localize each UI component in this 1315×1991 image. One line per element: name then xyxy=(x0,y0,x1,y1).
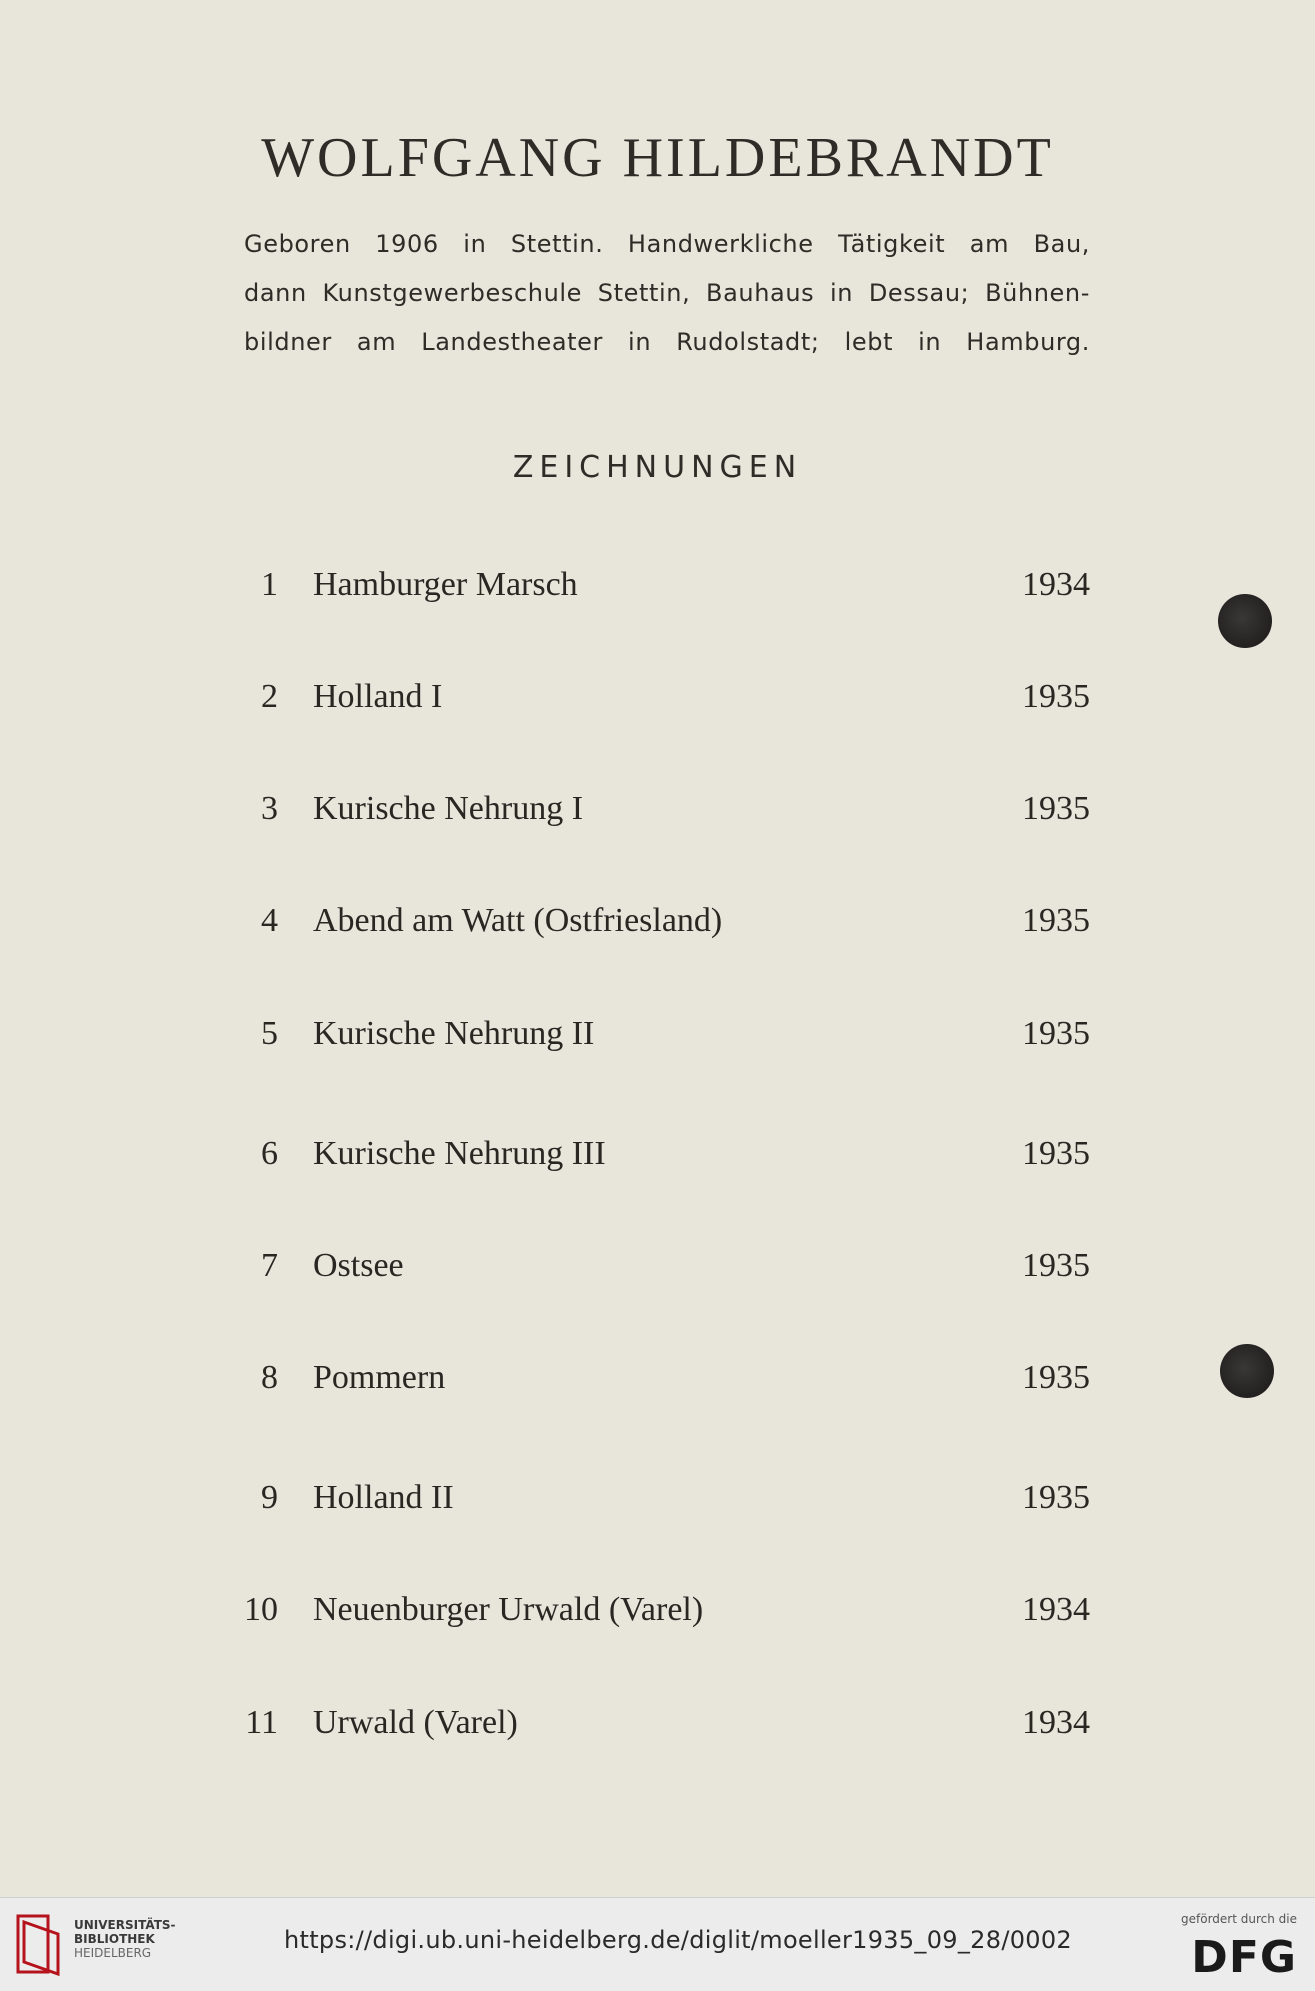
work-number: 2 xyxy=(261,678,278,715)
work-number: 4 xyxy=(261,902,278,939)
work-year: 1935 xyxy=(1022,1359,1090,1396)
work-row xyxy=(236,566,1090,616)
bio-line: bildner am Landestheater in Rudolstadt; lebt in Hamburg. xyxy=(244,328,1090,356)
work-title: Abend am Watt (Ostfriesland) xyxy=(313,902,723,939)
work-year: 1935 xyxy=(1022,1135,1090,1172)
library-name-line: BIBLIOTHEK xyxy=(74,1932,155,1946)
work-title: Holland II xyxy=(313,1479,454,1516)
work-title: Kurische Nehrung I xyxy=(313,790,584,827)
library-name-line: HEIDELBERG xyxy=(74,1946,152,1960)
work-year: 1934 xyxy=(1022,566,1090,603)
work-number: 3 xyxy=(261,790,278,827)
work-number: 11 xyxy=(245,1704,278,1741)
viewer-footer xyxy=(0,1897,1315,1991)
work-number: 6 xyxy=(261,1135,278,1172)
work-row xyxy=(236,1015,1090,1065)
work-row xyxy=(236,678,1090,728)
dfg-logo-icon[interactable]: DFG xyxy=(1191,1932,1297,1983)
work-row xyxy=(236,1479,1090,1529)
work-title: Pommern xyxy=(313,1359,446,1396)
punch-hole-icon xyxy=(1220,1344,1274,1398)
work-title: Urwald (Varel) xyxy=(313,1704,518,1741)
work-year: 1935 xyxy=(1022,1247,1090,1284)
work-row xyxy=(236,790,1090,840)
work-year: 1935 xyxy=(1022,1015,1090,1052)
work-title: Kurische Nehrung II xyxy=(313,1015,595,1052)
work-year: 1935 xyxy=(1022,1479,1090,1516)
work-number: 5 xyxy=(261,1015,278,1052)
work-title: Kurische Nehrung III xyxy=(313,1135,606,1172)
work-year: 1935 xyxy=(1022,790,1090,827)
work-number: 10 xyxy=(244,1591,278,1628)
work-title: Holland I xyxy=(313,678,443,715)
page-title: WOLFGANG HILDEBRANDT xyxy=(261,127,1054,189)
work-year: 1934 xyxy=(1022,1704,1090,1741)
work-number: 1 xyxy=(261,566,278,603)
work-row xyxy=(236,902,1090,952)
university-library-name[interactable] xyxy=(74,1918,176,1960)
work-row xyxy=(236,1704,1090,1754)
work-title: Ostsee xyxy=(313,1247,404,1284)
document-url-link[interactable]: https://digi.ub.uni-heidelberg.de/diglit/moeller1935_09_28/0002 xyxy=(284,1926,1072,1954)
work-number: 7 xyxy=(261,1247,278,1284)
work-row xyxy=(236,1591,1090,1641)
bio-line: Geboren 1906 in Stettin. Handwerkliche Tätigkeit am Bau, xyxy=(244,230,1090,258)
work-number: 9 xyxy=(261,1479,278,1516)
work-row xyxy=(236,1135,1090,1185)
work-title: Neuenburger Urwald (Varel) xyxy=(313,1591,704,1628)
section-heading: ZEICHNUNGEN xyxy=(512,450,803,485)
work-title: Hamburger Marsch xyxy=(313,566,578,603)
funding-caption: gefördert durch die xyxy=(1181,1912,1297,1926)
work-row xyxy=(236,1359,1090,1409)
work-year: 1934 xyxy=(1022,1591,1090,1628)
work-year: 1935 xyxy=(1022,902,1090,939)
university-library-logo-icon[interactable] xyxy=(14,1912,66,1978)
work-year: 1935 xyxy=(1022,678,1090,715)
library-name-line: UNIVERSITÄTS- xyxy=(74,1918,176,1932)
punch-hole-icon xyxy=(1218,594,1272,648)
bio-line: dann Kunstgewerbeschule Stettin, Bauhaus in Dessau; Bühnen- xyxy=(244,279,1090,307)
work-number: 8 xyxy=(261,1359,278,1396)
work-row xyxy=(236,1247,1090,1297)
